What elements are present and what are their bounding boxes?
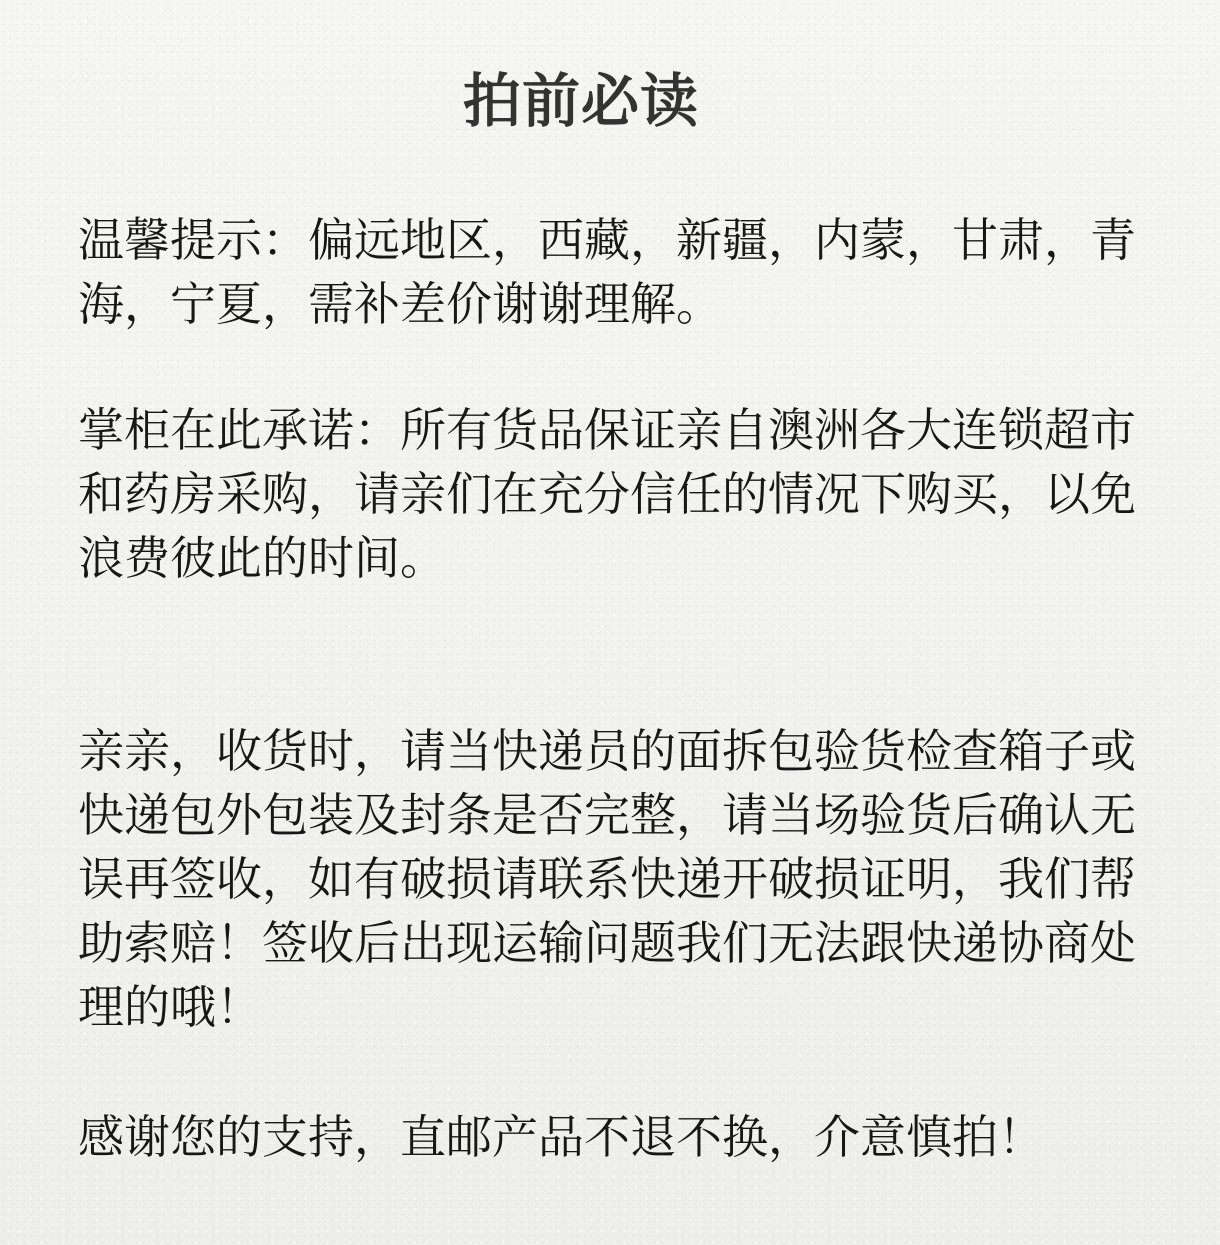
page-title: 拍前必读 (462, 67, 699, 135)
remote-area-notice: 温馨提示：偏远地区，西藏，新疆，内蒙，甘肃，青海，宁夏，需补差价谢谢理解。 (78, 213, 1136, 331)
delivery-inspection-notice: 亲亲，收货时，请当快递员的面拆包验货检查箱子或快递包外包装及封条是否完整，请当场验货后确认无误再签收，如有破损请联系快递开破损证明，我们帮助索赔！签收后出现运输问题我们无法跟快递协商处理的哦！ (78, 724, 1136, 1034)
seller-promise: 掌柜在此承诺：所有货品保证亲自澳洲各大连锁超市和药房采购，请亲们在充分信任的情况下购买，以免浪费彼此的时间。 (78, 403, 1136, 585)
no-return-notice: 感谢您的支持，直邮产品不退不换，介意慎拍！ (78, 1110, 1044, 1164)
